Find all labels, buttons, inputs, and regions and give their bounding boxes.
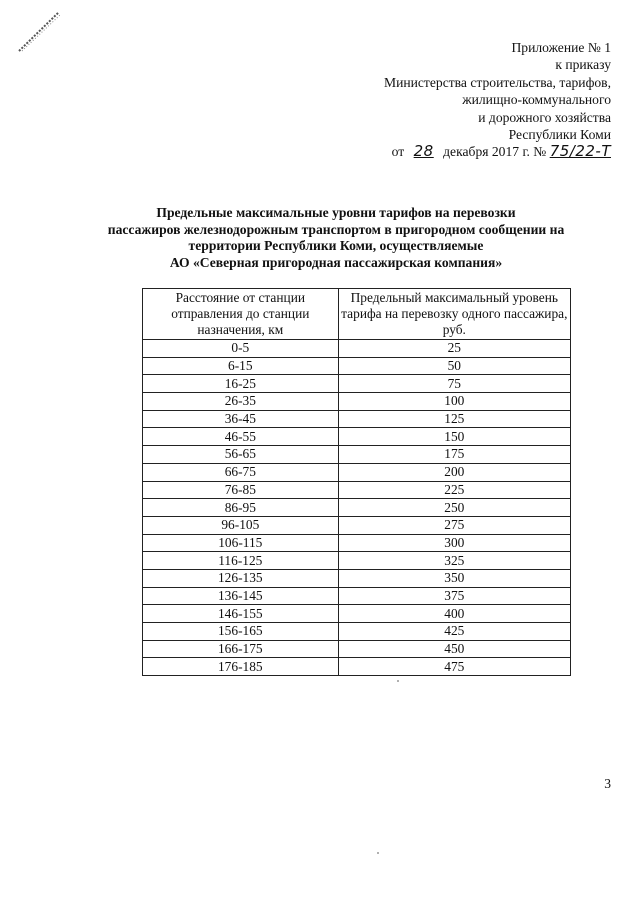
table-row [143, 605, 571, 623]
table-row [143, 640, 571, 658]
tariff-cell: 175 [338, 446, 570, 464]
appendix-header [291, 39, 611, 161]
tariff-cell: 75 [338, 375, 570, 393]
scan-speck [377, 852, 379, 854]
table-row [143, 658, 571, 676]
tariff-cell: 300 [338, 534, 570, 552]
distance-cell: 146-155 [143, 605, 339, 623]
tariff-cell: 325 [338, 552, 570, 570]
tariff-cell: 125 [338, 410, 570, 428]
distance-cell: 86-95 [143, 499, 339, 517]
distance-cell: 26-35 [143, 393, 339, 411]
distance-cell: 36-45 [143, 410, 339, 428]
distance-cell: 96-105 [143, 516, 339, 534]
tariff-cell: 25 [338, 340, 570, 358]
title-line-1: Предельные максимальные уровни тарифов на перевозки [156, 205, 516, 220]
appendix-order-ref: к приказу [555, 57, 611, 73]
table-row [143, 481, 571, 499]
distance-cell: 46-55 [143, 428, 339, 446]
appendix-number: Приложение № 1 [511, 40, 611, 55]
table-row [143, 428, 571, 446]
distance-cell: 66-75 [143, 463, 339, 481]
distance-cell: 126-135 [143, 569, 339, 587]
table-row [143, 446, 571, 464]
tariff-cell: 350 [338, 569, 570, 587]
table-row [143, 393, 571, 411]
distance-cell: 16-25 [143, 375, 339, 393]
distance-cell: 6-15 [143, 357, 339, 375]
page-number: 3 [604, 776, 611, 791]
table-row [143, 534, 571, 552]
tariff-cell: 100 [338, 393, 570, 411]
date-rest: декабря 2017 г. № [443, 144, 547, 160]
order-day: 28 [413, 142, 434, 161]
date-prefix: от [391, 144, 405, 160]
table-row [143, 587, 571, 605]
appendix-ministry: Министерства строительства, тарифов, [383, 74, 611, 90]
header-tariff: Предельный максимальный уровень тарифа на перевозку одного пассажира, руб. [338, 289, 570, 340]
distance-cell: 176-185 [143, 658, 339, 676]
table-row [143, 410, 571, 428]
tariff-cell: 225 [338, 481, 570, 499]
distance-cell: 56-65 [143, 446, 339, 464]
tariff-cell: 450 [338, 640, 570, 658]
tariff-table [142, 288, 571, 676]
table-row [143, 375, 571, 393]
table-row [143, 569, 571, 587]
title-line-2: пассажиров железнодорожным транспортом в пригородном сообщении на [107, 221, 565, 237]
tariff-cell: 50 [338, 357, 570, 375]
appendix-republic: Республики Коми [508, 127, 611, 143]
distance-cell: 76-85 [143, 481, 339, 499]
table-row [143, 552, 571, 570]
title-line-3: территории Республики Коми, осуществляемые [188, 238, 484, 253]
title-line-4: АО «Северная пригородная пассажирская компания» [169, 254, 503, 270]
tariff-cell: 200 [338, 463, 570, 481]
tariff-cell: 250 [338, 499, 570, 517]
tariff-cell: 275 [338, 516, 570, 534]
distance-cell: 156-165 [143, 623, 339, 641]
tariff-cell: 375 [338, 587, 570, 605]
table-row [143, 340, 571, 358]
distance-cell: 106-115 [143, 534, 339, 552]
distance-cell: 136-145 [143, 587, 339, 605]
distance-cell: 116-125 [143, 552, 339, 570]
table-row [143, 516, 571, 534]
document-title [86, 205, 586, 271]
table-row [143, 463, 571, 481]
table-row [143, 623, 571, 641]
order-number: 75/22-Т [549, 142, 611, 161]
table-header-row [143, 289, 571, 340]
appendix-ministry-3: и дорожного хозяйства [478, 109, 611, 125]
staple-mark-icon [16, 8, 62, 54]
tariff-cell: 400 [338, 605, 570, 623]
order-date-line [291, 143, 611, 160]
scan-speck [397, 680, 399, 682]
table-row [143, 499, 571, 517]
appendix-ministry-2: жилищно-коммунального [462, 92, 611, 108]
tariff-cell: 150 [338, 428, 570, 446]
distance-cell: 166-175 [143, 640, 339, 658]
tariff-cell: 425 [338, 623, 570, 641]
table-row [143, 357, 571, 375]
tariff-cell: 475 [338, 658, 570, 676]
header-distance: Расстояние от станции отправления до станции назначения, км [143, 289, 339, 340]
distance-cell: 0-5 [143, 340, 339, 358]
